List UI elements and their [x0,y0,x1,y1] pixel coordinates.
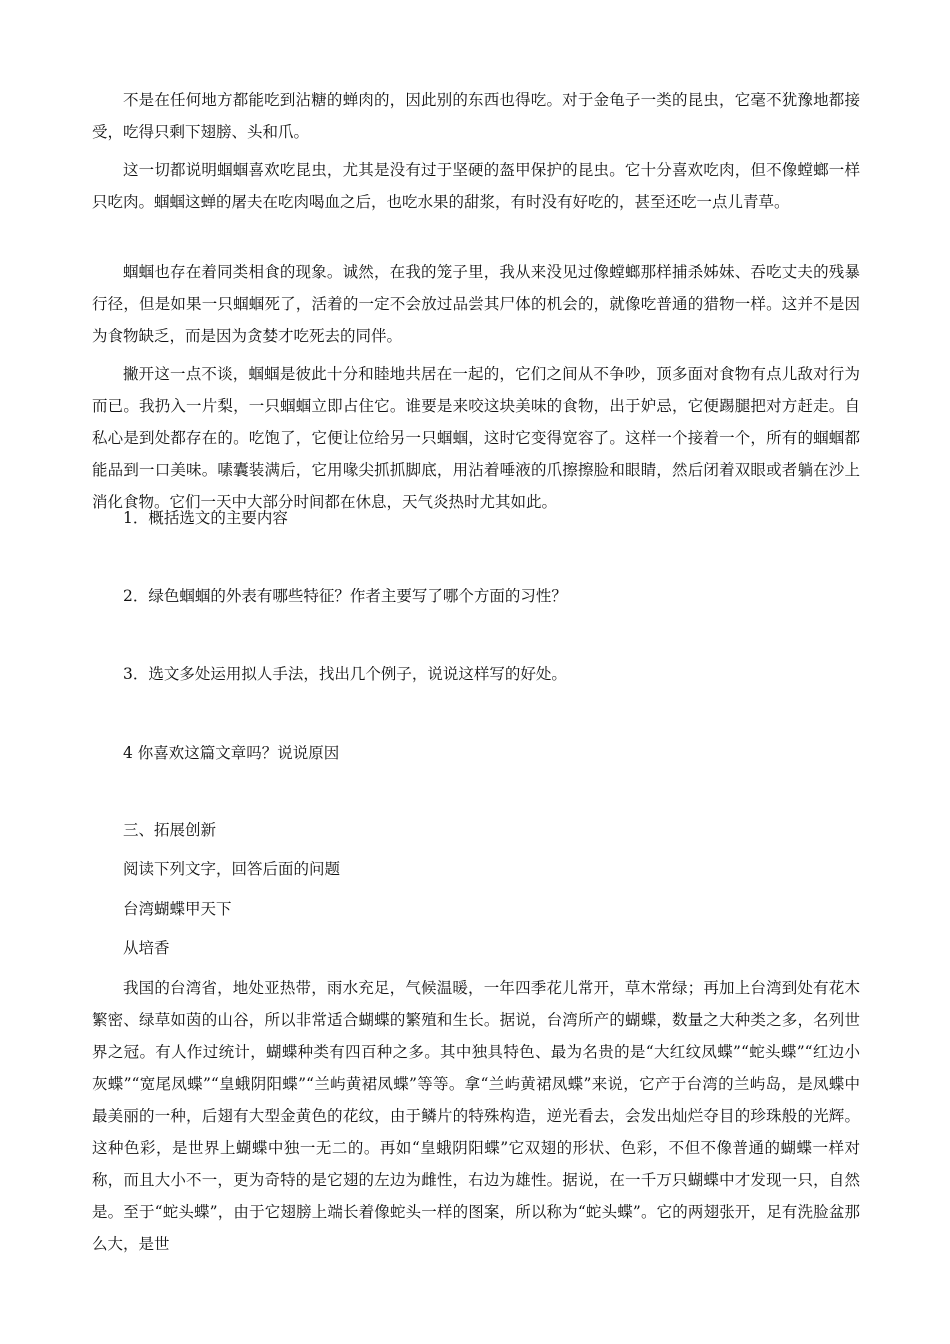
section-heading: 三、拓展创新 [123,821,217,839]
question-4: 4 你喜欢这篇文章吗？说说原因 [123,744,340,762]
question-3: 3．选文多处运用拟人手法，找出几个例子，说说这样写的好处。 [123,665,567,683]
paragraph-1: 不是在任何地方都能吃到沾糖的蝉肉的，因此别的东西也得吃。对于金龟子一类的昆虫，它毫不犹豫地都接受，吃得只剩下翅膀、头和爪。 [92,91,860,141]
article-title: 台湾蝴蝶甲天下 [123,900,232,918]
paragraph-3: 蝈蝈也存在着同类相食的现象。诚然，在我的笼子里，我从来没见过像螳螂那样捕杀姊妹、吞吃丈夫的残暴行径，但是如果一只蝈蝈死了，活着的一定不会放过品尝其尸体的机会的，就像吃普通的猎物一样。这并不是因为食物缺乏，而是因为贪婪才吃死去的同伴。 [92,263,860,345]
article-author: 从培香 [123,939,170,957]
paragraph-4: 撇开这一点不谈，蝈蝈是彼此十分和睦地共居在一起的，它们之间从不争吵，顶多面对食物有点儿敌对行为而已。我扔入一片梨，一只蝈蝈立即占住它。谁要是来咬这块美味的食物，出于妒忌，它便踢腿把对方赶走。自私心是到处都存在的。吃饱了，它便让位给另一只蝈蝈，这时它变得宽容了。这样一个接着一个，所有的蝈蝈都能品到一口美味。嗉囊装满后，它用喙尖抓抓脚底，用沾着唾液的爪擦擦脸和眼睛，然后闭着双眼或者躺在沙上消化食物。它们一天中大部分时间都在休息，天气炎热时尤其如此。 [92,365,860,511]
paragraph-2: 这一切都说明蝈蝈喜欢吃昆虫，尤其是没有过于坚硬的盔甲保护的昆虫。它十分喜欢吃肉，但不像螳螂一样只吃肉。蝈蝈这蝉的屠夫在吃肉喝血之后，也吃水果的甜浆，有时没有好吃的，甚至还吃一点儿青草。 [92,161,860,211]
article-body: 我国的台湾省，地处亚热带，雨水充足，气候温暖，一年四季花儿常开，草木常绿；再加上台湾到处有花木繁密、绿草如茵的山谷，所以非常适合蝴蝶的繁殖和生长。据说，台湾所产的蝴蝶，数量之大种类之多，名列世界之冠。有人作过统计，蝴蝶种类有四百种之多。其中独具特色、最为名贵的是“大红纹凤蝶”“蛇头蝶”“红边小灰蝶”“宽尾凤蝶”“皇蛾阴阳蝶”“兰屿黄裙凤蝶”等等。拿“兰屿黄裙凤蝶”来说，它产于台湾的兰屿岛，是凤蝶中最美丽的一种，后翅有大型金黄色的花纹，由于鳞片的特殊构造，逆光看去，会发出灿烂夺目的珍珠般的光辉。这种色彩，是世界上蝴蝶中独一无二的。再如“皇蛾阴阳蝶”它双翅的形状、色彩，不但不像普通的蝴蝶一样对称，而且大小不一，更为奇特的是它翅的左边为雌性，右边为雄性。据说，在一千万只蝴蝶中才发现一只，自然是。至于“蛇头蝶”，由于它翅膀上端长着像蛇头一样的图案，所以称为“蛇头蝶”。它的两翅张开，足有洗脸盆那么大，是世 [92,979,860,1253]
question-1: 1．概括选文的主要内容 [123,509,288,527]
section-instruction: 阅读下列文字，回答后面的问题 [123,860,341,878]
question-2: 2．绿色蝈蝈的外表有哪些特征？作者主要写了哪个方面的习性？ [123,587,567,605]
